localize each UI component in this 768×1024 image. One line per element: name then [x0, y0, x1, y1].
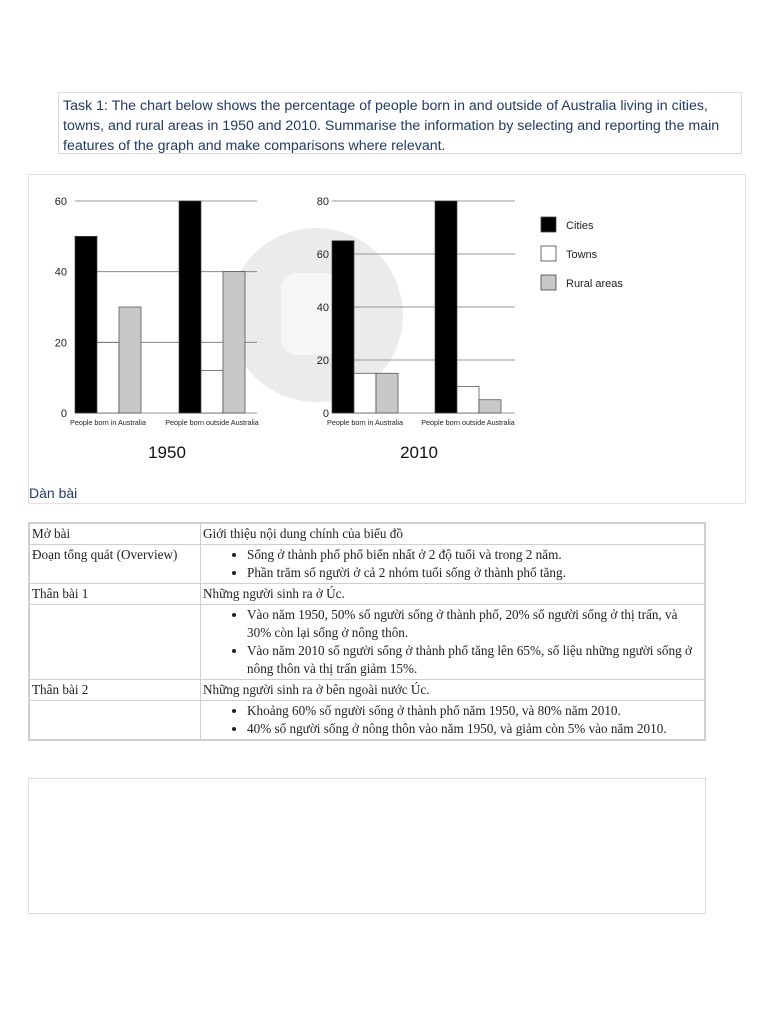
table-row: [29, 584, 705, 605]
y-tick-label: 80: [316, 196, 329, 208]
category-label: People born outside Australia: [165, 418, 259, 427]
empty-answer-box: [28, 778, 706, 914]
row-content: [201, 680, 706, 701]
chart-title: 1950: [148, 443, 186, 462]
legend-swatch-rural-areas: [541, 275, 556, 290]
bullet-item: • Phần trăm số người ở cả 2 nhóm tuổi sống ở thành phố tăng.: [247, 564, 702, 582]
y-tick-label: 0: [322, 408, 329, 420]
legend-swatch-towns: [541, 246, 556, 261]
chart-figure: [28, 174, 746, 504]
bullet-list: [203, 546, 702, 582]
bar-rural-areas: [376, 373, 398, 413]
y-tick-label: 60: [54, 196, 67, 208]
row-heading: Những người sinh ra ở bên ngoài nước Úc.: [203, 682, 430, 697]
legend-label: Rural areas: [566, 278, 623, 290]
row-label: Thân bài 1: [29, 584, 201, 605]
bar-towns: [97, 342, 119, 413]
y-tick-label: 40: [316, 302, 329, 314]
bar-rural-areas: [479, 400, 501, 413]
bar-cities: [75, 236, 97, 413]
table-row: [29, 680, 705, 701]
y-tick-label: 0: [60, 408, 67, 420]
bullet-item: • 40% số người sống ở nông thôn vào năm 1950, và giảm còn 5% vào năm 2010.: [247, 720, 702, 738]
table-row: [29, 545, 705, 584]
category-label: People born in Australia: [327, 418, 403, 427]
outline-title: Dàn bài: [29, 485, 78, 501]
y-tick-label: 40: [54, 266, 67, 279]
chart-title: 2010: [400, 443, 438, 462]
bar-cities: [332, 241, 354, 413]
row-bullets: [201, 605, 706, 680]
bullet-item: • Vào năm 1950, 50% số người sống ở thành phố, 20% số người sống ở thị trấn, và 30% còn lại sống ở nông thôn.: [247, 606, 702, 642]
bullet-item: • Sống ở thành phố phổ biến nhất ở 2 độ tuổi và trong 2 năm.: [247, 546, 702, 564]
bullet-item: • Khoảng 60% số người sống ở thành phố năm 1950, và 80% năm 2010.: [247, 702, 702, 720]
bar-towns: [457, 387, 479, 414]
bar-rural-areas: [119, 307, 141, 413]
row-content: [201, 545, 706, 584]
y-tick-label: 60: [316, 249, 329, 261]
table-row: [29, 523, 705, 545]
outline-table: [28, 522, 706, 741]
row-heading: Giới thiệu nội dung chính của biểu đồ: [203, 526, 403, 541]
row-content: [201, 523, 706, 545]
bar-towns: [201, 371, 223, 413]
bar-cities: [435, 201, 457, 413]
category-label: People born in Australia: [70, 418, 146, 427]
bar-towns: [354, 373, 376, 413]
bullet-list: [203, 606, 702, 678]
task-prompt: [58, 92, 742, 154]
legend-label: Towns: [566, 249, 598, 261]
legend-label: Cities: [566, 220, 594, 232]
bullet-list: [203, 702, 702, 738]
row-heading: Những người sinh ra ở Úc.: [203, 586, 345, 601]
row-label: Mở bài: [29, 523, 201, 545]
row-label: Đoạn tổng quát (Overview): [29, 545, 201, 584]
row-bullets: [201, 701, 706, 741]
row-label-empty: [29, 605, 201, 680]
row-label-empty: [29, 701, 201, 741]
bar-cities: [179, 201, 201, 413]
table-row: [29, 701, 705, 741]
category-label: People born outside Australia: [421, 418, 515, 427]
table-row: [29, 605, 705, 680]
legend-swatch-cities: [541, 217, 556, 232]
bullet-item: • Vào năm 2010 số người sống ở thành phố tăng lên 65%, số liệu những người sống ở nông thôn và thị trấn giảm 15%.: [247, 642, 702, 678]
bar-rural-areas: [223, 272, 245, 413]
task-text: Task 1: The chart below shows the percentage of people born in and outside of Australia living in cities, towns, and rural areas in 1950 and 2010. Summarise the information by selecting and reporting the main features of the graph and make comparisons where relevant.: [63, 98, 720, 154]
y-tick-label: 20: [316, 355, 329, 367]
row-content: [201, 584, 706, 605]
y-tick-label: 20: [54, 337, 67, 350]
row-label: Thân bài 2: [29, 680, 201, 701]
chart-svg: [29, 175, 747, 505]
